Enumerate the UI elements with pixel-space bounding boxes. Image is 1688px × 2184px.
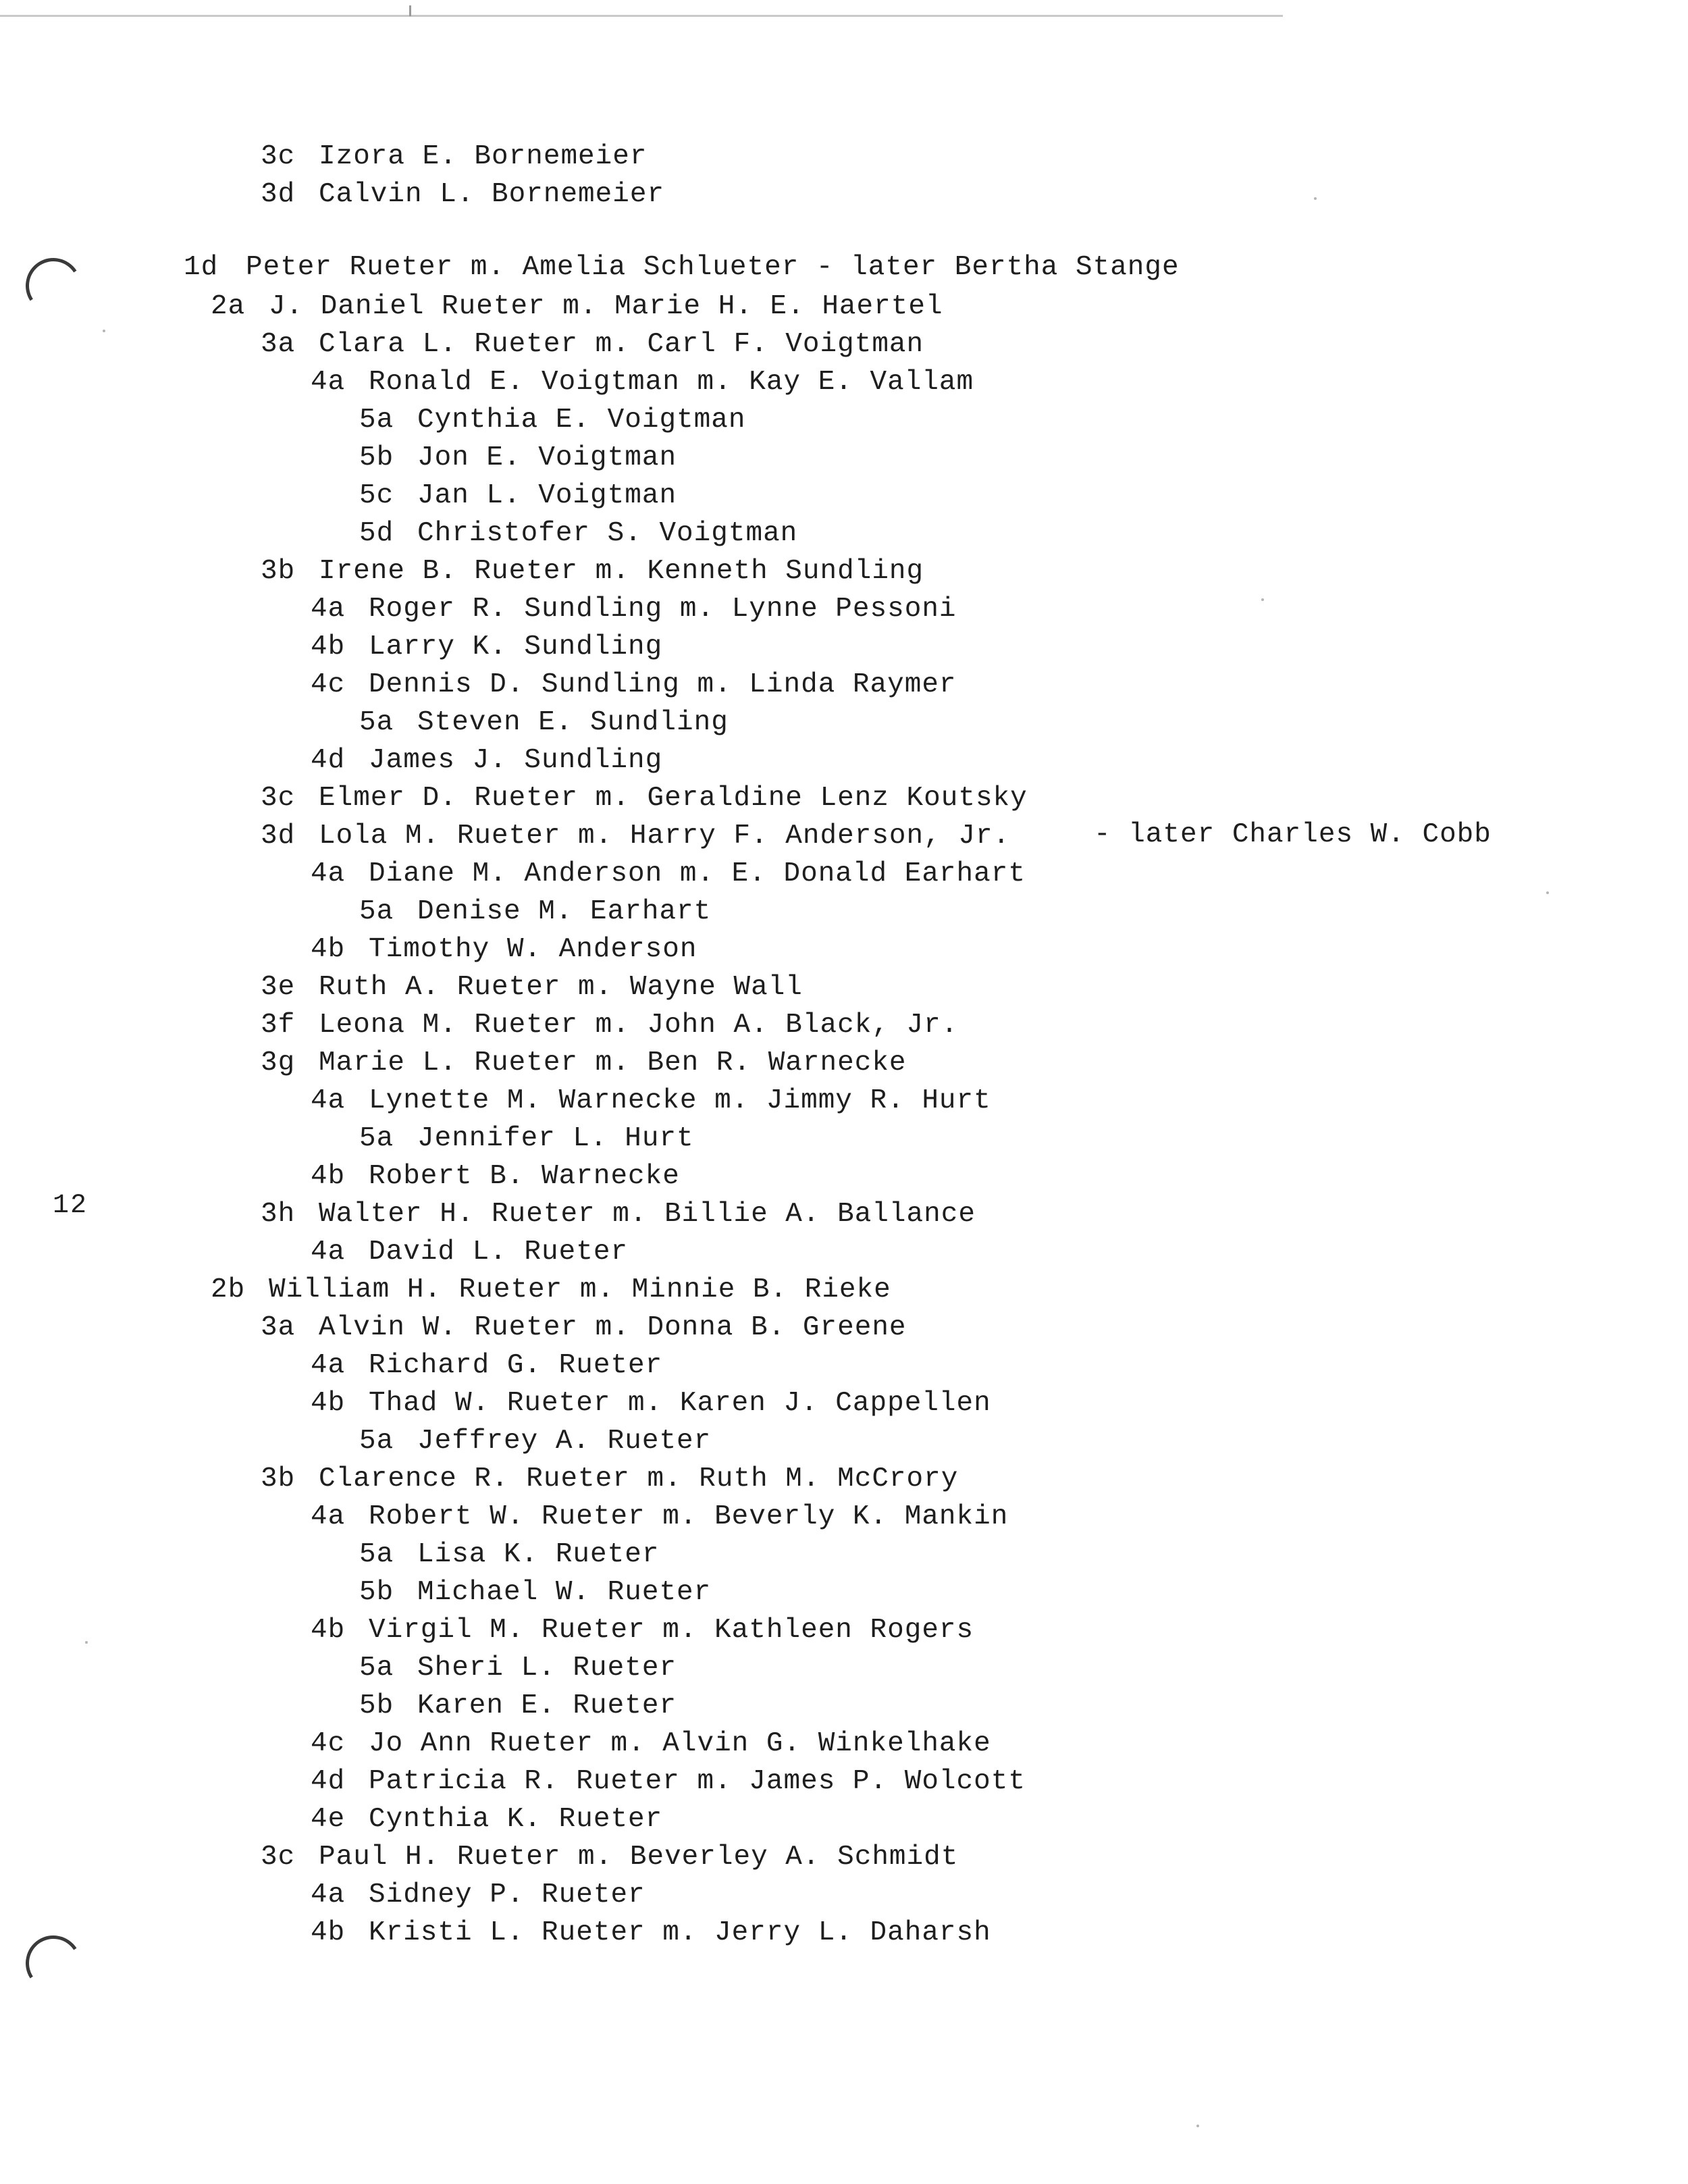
genealogy-entry [311, 1611, 974, 1649]
genealogy-entry [311, 628, 662, 666]
entry-code: 4a [311, 1237, 346, 1268]
entry-text: Lynette M. Warnecke m. Jimmy R. Hurt [369, 1085, 991, 1116]
entry-text: Jeffrey A. Rueter [417, 1426, 712, 1457]
genealogy-entry [311, 1876, 645, 1914]
genealogy-entry [311, 931, 697, 968]
entry-text: Diane M. Anderson m. E. Donald Earhart [369, 858, 1026, 889]
scan-speck [85, 1641, 88, 1644]
entry-addendum: - later Charles W. Cobb [1094, 819, 1492, 850]
entry-code: 5d [359, 518, 394, 549]
entry-text: Robert B. Warnecke [369, 1161, 680, 1192]
genealogy-entry [359, 477, 677, 515]
entry-text: J. Daniel Rueter m. Marie H. E. Haertel [269, 291, 943, 322]
entry-text: Thad W. Rueter m. Karen J. Cappellen [369, 1388, 991, 1419]
page-number: 12 [53, 1191, 88, 1221]
genealogy-entry [359, 515, 797, 552]
entry-text: Clarence R. Rueter m. Ruth M. McCrory [319, 1463, 959, 1494]
entry-code: 1d [184, 252, 219, 283]
entry-code: 5a [359, 707, 394, 738]
genealogy-entry [261, 552, 924, 590]
entry-code: 3a [261, 329, 296, 360]
entry-code: 4a [311, 594, 346, 625]
entry-text: Lola M. Rueter m. Harry F. Anderson, Jr. [319, 821, 1011, 852]
entry-text: Jennifer L. Hurt [417, 1123, 694, 1154]
entry-text: Patricia R. Rueter m. James P. Wolcott [369, 1766, 1026, 1797]
genealogy-entry [261, 1460, 958, 1498]
genealogy-entry [184, 249, 1180, 286]
entry-text: Jo Ann Rueter m. Alvin G. Winkelhake [369, 1728, 991, 1759]
scan-tick-mark [409, 5, 411, 16]
genealogy-entry [211, 288, 943, 326]
genealogy-entry [261, 138, 647, 176]
entry-code: 5a [359, 405, 394, 436]
entry-text: Elmer D. Rueter m. Geraldine Lenz Koutsky [319, 783, 1028, 814]
genealogy-entry [261, 968, 803, 1006]
entry-text: Kristi L. Rueter m. Jerry L. Daharsh [369, 1917, 991, 1948]
genealogy-entry [261, 779, 1028, 817]
genealogy-entry [311, 1158, 680, 1195]
entry-text: Izora E. Bornemeier [319, 141, 648, 172]
entry-code: 4b [311, 1161, 346, 1192]
entry-text: Cynthia E. Voigtman [417, 405, 746, 436]
entry-code: 2b [211, 1274, 246, 1305]
entry-code: 3c [261, 141, 296, 172]
entry-code: 3b [261, 556, 296, 587]
entry-text: Larry K. Sundling [369, 631, 663, 662]
genealogy-entry [311, 666, 957, 704]
entry-code: 4b [311, 1388, 346, 1419]
entry-code: 2a [211, 291, 246, 322]
entry-text: Timothy W. Anderson [369, 934, 697, 965]
entry-code: 3d [261, 179, 296, 210]
scan-top-edge [0, 15, 1283, 17]
entry-text: Jan L. Voigtman [417, 480, 677, 511]
scan-speck [1546, 891, 1549, 894]
entry-text: Virgil M. Rueter m. Kathleen Rogers [369, 1615, 974, 1646]
genealogy-entry [311, 590, 957, 628]
entry-text: Jon E. Voigtman [417, 442, 677, 473]
entry-text: Denise M. Earhart [417, 896, 712, 927]
entry-text: James J. Sundling [369, 745, 663, 776]
entry-code: 4d [311, 745, 346, 776]
genealogy-entry [311, 855, 1026, 893]
entry-code: 4a [311, 1350, 346, 1381]
entry-code: 5a [359, 1539, 394, 1570]
genealogy-entry [261, 1006, 958, 1044]
entry-code: 4a [311, 1085, 346, 1116]
entry-text: Dennis D. Sundling m. Linda Raymer [369, 669, 957, 700]
entry-code: 3g [261, 1047, 296, 1078]
genealogy-entry [261, 1309, 907, 1347]
entry-code: 3f [261, 1010, 296, 1041]
entry-text: Roger R. Sundling m. Lynne Pessoni [369, 594, 957, 625]
scan-speck [1261, 598, 1264, 601]
entry-code: 4a [311, 1879, 346, 1910]
entry-code: 3d [261, 821, 296, 852]
entry-text: Richard G. Rueter [369, 1350, 663, 1381]
entry-text: David L. Rueter [369, 1237, 629, 1268]
scan-speck [103, 330, 105, 332]
entry-code: 3b [261, 1463, 296, 1494]
entry-text: Clara L. Rueter m. Carl F. Voigtman [319, 329, 924, 360]
entry-code: 5b [359, 1690, 394, 1721]
entry-text: Calvin L. Bornemeier [319, 179, 665, 210]
entry-code: 4c [311, 1728, 346, 1759]
genealogy-entry [359, 893, 711, 931]
entry-text: Karen E. Rueter [417, 1690, 677, 1721]
genealogy-entry [261, 1838, 958, 1876]
entry-code: 4b [311, 1615, 346, 1646]
entry-code: 4e [311, 1804, 346, 1835]
entry-code: 3h [261, 1199, 296, 1230]
genealogy-entry [359, 704, 729, 742]
genealogy-entry [311, 1347, 662, 1384]
entry-text: Ronald E. Voigtman m. Kay E. Vallam [369, 367, 974, 398]
entry-code: 5b [359, 1577, 394, 1608]
genealogy-entry [359, 1422, 711, 1460]
entry-code: 5c [359, 480, 394, 511]
entry-text: Marie L. Rueter m. Ben R. Warnecke [319, 1047, 907, 1078]
entry-text: Leona M. Rueter m. John A. Black, Jr. [319, 1010, 959, 1041]
entry-text: Sheri L. Rueter [417, 1653, 677, 1684]
genealogy-entry [311, 1800, 662, 1838]
binder-hole-bottom [20, 1930, 86, 1996]
entry-code: 4b [311, 1917, 346, 1948]
genealogy-entry [211, 1271, 891, 1309]
entry-code: 4a [311, 858, 346, 889]
entry-text: Cynthia K. Rueter [369, 1804, 663, 1835]
genealogy-entry [311, 1914, 991, 1952]
genealogy-entry [261, 176, 664, 213]
entry-text: William H. Rueter m. Minnie B. Rieke [269, 1274, 891, 1305]
genealogy-entry [261, 1044, 907, 1082]
scan-speck [1196, 2125, 1199, 2127]
entry-text: Alvin W. Rueter m. Donna B. Greene [319, 1312, 907, 1343]
genealogy-entry [359, 1536, 659, 1574]
entry-text: Ruth A. Rueter m. Wayne Wall [319, 972, 803, 1003]
entry-text: Peter Rueter m. Amelia Schlueter - later Bertha Stange [246, 252, 1180, 283]
genealogy-entry [359, 439, 677, 477]
entry-code: 3e [261, 972, 296, 1003]
genealogy-entry [359, 1120, 694, 1158]
genealogy-entry [359, 1649, 677, 1687]
entry-code: 5a [359, 1653, 394, 1684]
entry-text: Robert W. Rueter m. Beverly K. Mankin [369, 1501, 1009, 1532]
entry-code: 5a [359, 1123, 394, 1154]
entry-code: 3a [261, 1312, 296, 1343]
genealogy-entry [311, 1725, 991, 1763]
genealogy-entry [311, 1233, 628, 1271]
entry-text: Sidney P. Rueter [369, 1879, 645, 1910]
genealogy-entry [311, 742, 662, 779]
entry-code: 4a [311, 1501, 346, 1532]
genealogy-entry [311, 363, 974, 401]
genealogy-entry [261, 1195, 976, 1233]
entry-text: Irene B. Rueter m. Kenneth Sundling [319, 556, 924, 587]
entry-text: Steven E. Sundling [417, 707, 729, 738]
binder-hole-top [20, 253, 86, 318]
genealogy-entry [359, 1574, 711, 1611]
entry-code: 5a [359, 896, 394, 927]
genealogy-entry [311, 1082, 991, 1120]
entry-code: 4a [311, 367, 346, 398]
entry-text: Christofer S. Voigtman [417, 518, 798, 549]
scan-speck [1314, 197, 1317, 200]
entry-code: 4b [311, 934, 346, 965]
entry-text: Walter H. Rueter m. Billie A. Ballance [319, 1199, 976, 1230]
entry-code: 3c [261, 783, 296, 814]
genealogy-entry [359, 1687, 677, 1725]
genealogy-entry [261, 817, 1010, 855]
entry-code: 3c [261, 1842, 296, 1873]
entry-text: Michael W. Rueter [417, 1577, 712, 1608]
genealogy-entry [311, 1763, 1026, 1800]
entry-code: 4c [311, 669, 346, 700]
genealogy-entry [261, 326, 924, 363]
entry-code: 5b [359, 442, 394, 473]
genealogy-entry [359, 401, 745, 439]
entry-text: Lisa K. Rueter [417, 1539, 660, 1570]
entry-code: 5a [359, 1426, 394, 1457]
genealogy-entry [311, 1498, 1008, 1536]
entry-code: 4d [311, 1766, 346, 1797]
entry-text: Paul H. Rueter m. Beverley A. Schmidt [319, 1842, 959, 1873]
genealogy-entry [311, 1384, 991, 1422]
entry-code: 4b [311, 631, 346, 662]
